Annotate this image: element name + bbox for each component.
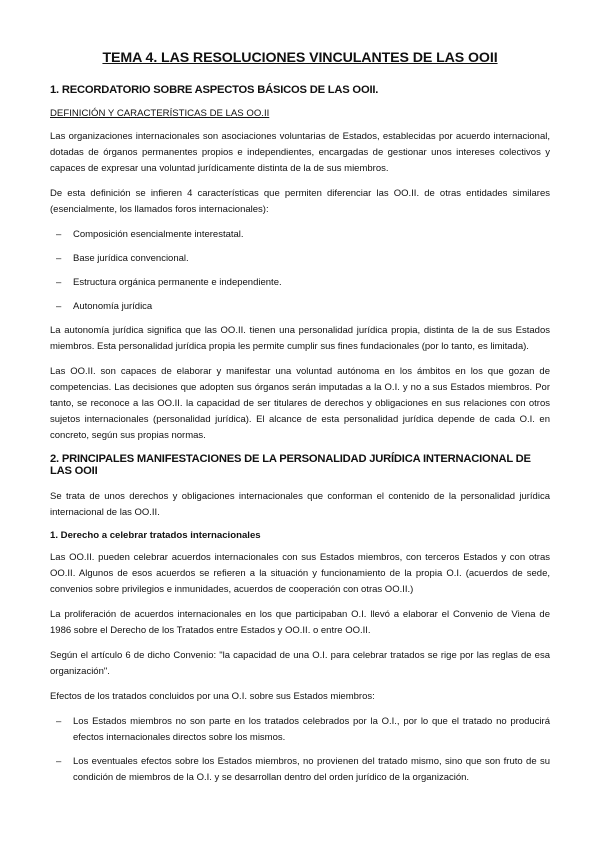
list-item: – Autonomía jurídica bbox=[50, 299, 550, 315]
section-2-heading: 2. PRINCIPALES MANIFESTACIONES DE LA PERSONALIDAD JURÍDICA INTERNACIONAL DE LAS OOII bbox=[50, 453, 531, 477]
section-2-subheading: 1. Derecho a celebrar tratados internacionales bbox=[50, 530, 261, 541]
section-2-paragraph-5: Efectos de los tratados concluidos por una O.I. sobre sus Estados miembros: bbox=[50, 691, 375, 702]
document-title: TEMA 4. LAS RESOLUCIONES VINCULANTES DE LAS OOII bbox=[102, 50, 498, 66]
list-item: – Los Estados miembros no son parte en los tratados celebrados por la O.I., por lo que el tratado no producirá efectos internacionales directos sobre los mismos. bbox=[56, 716, 550, 743]
section-1-paragraph-3: La autonomía jurídica significa que las OO.II. tienen una personalidad jurídica propia, distinta de la de sus Estados miembros. Esta personalidad jurídica propia les permite cumplir sus fines fundacionales (por lo tanto, es limitada). bbox=[50, 325, 550, 352]
dash-bullet-icon: – bbox=[56, 301, 62, 312]
list-item: – Composición esencialmente interestatal. bbox=[50, 227, 550, 243]
list-item: – Base jurídica convencional. bbox=[50, 251, 550, 267]
section-2-paragraph-2: Las OO.II. pueden celebrar acuerdos internacionales con sus Estados miembros, con terceros Estados y con otras OO.II. Algunos de esos acuerdos se refieren a la situación y funcionamiento de la propia O.I. (acuerdos de sede, convenios sobre privilegios e inmunidades, acuerdos de cooperación con otras OO.II.) bbox=[50, 552, 550, 595]
list-item: – Estructura orgánica permanente e independiente. bbox=[50, 275, 550, 291]
section-2-paragraph-1: Se trata de unos derechos y obligaciones internacionales que conforman el contenido de la personalidad jurídica internacional de las OO.II. bbox=[50, 491, 550, 518]
dash-bullet-icon: – bbox=[56, 756, 62, 767]
dash-bullet-icon: – bbox=[56, 253, 62, 264]
section-1-subheading: DEFINICIÓN Y CARACTERÍSTICAS DE LAS OO.II bbox=[50, 108, 270, 119]
section-1-heading: 1. RECORDATORIO SOBRE ASPECTOS BÁSICOS DE LAS OOII. bbox=[50, 84, 379, 96]
dash-bullet-icon: – bbox=[56, 716, 62, 727]
treaty-effects-list bbox=[50, 714, 550, 786]
section-1-paragraph-4: Las OO.II. son capaces de elaborar y manifestar una voluntad autónoma en los ámbitos en los que gozan de competencias. Las decisiones que adopten sus órganos serán imputadas a la O.I. y no a sus Estados miembros. Por tanto, se reconoce a las OO.II. la capacidad de ser titulares de derechos y obligaciones en sus relaciones con otros sujetos internacionales (personalidad jurídica). El alcance de esta personalidad jurídica depende de cada O.I. en concreto, según sus propias normas. bbox=[50, 366, 550, 441]
characteristics-list bbox=[50, 227, 550, 315]
section-1-paragraph-2: De esta definición se infieren 4 características que permiten diferenciar las OO.II. de otras entidades similares (esencialmente, los llamados foros internacionales): bbox=[50, 188, 550, 215]
section-2-paragraph-3: La proliferación de acuerdos internacionales en los que participaban O.I. llevó a elaborar el Convenio de Viena de 1986 sobre el Derecho de los Tratados entre Estados y OO.II. o entre OO.II. bbox=[50, 609, 550, 636]
list-item: – Los eventuales efectos sobre los Estados miembros, no provienen del tratado mismo, sino que son fruto de su condición de miembros de la O.I. y se desarrollan dentro del orden jurídico de la organización. bbox=[56, 756, 550, 783]
section-1-paragraph-1: Las organizaciones internacionales son asociaciones voluntarias de Estados, establecidas por acuerdo internacional, dotadas de órganos permanentes propios e independientes, encargadas de gestionar unos intereses colectivos y capaces de expresar una voluntad jurídicamente distinta de la de sus miembros. bbox=[50, 131, 550, 174]
dash-bullet-icon: – bbox=[56, 229, 62, 240]
dash-bullet-icon: – bbox=[56, 277, 62, 288]
section-2-paragraph-4: Según el artículo 6 de dicho Convenio: "la capacidad de una O.I. para celebrar tratados se rige por las reglas de esa organización". bbox=[50, 650, 550, 677]
